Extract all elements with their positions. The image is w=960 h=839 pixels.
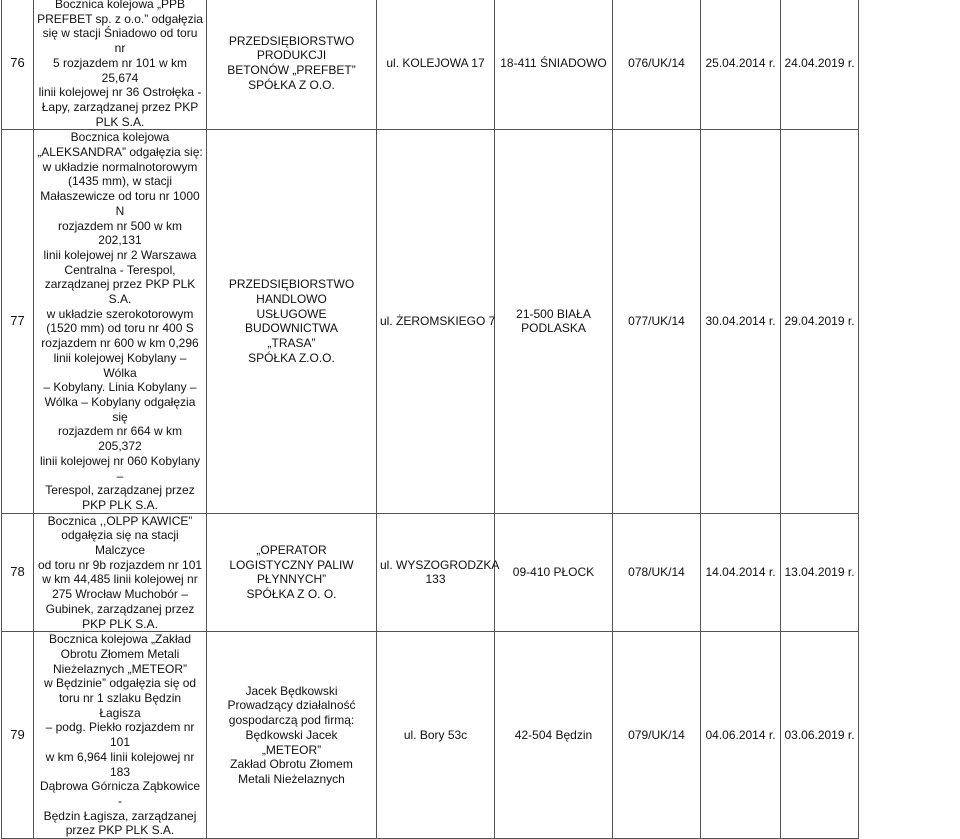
issue-date: 30.04.2014 r.	[701, 130, 781, 513]
postal-city: 21-500 BIAŁA PODLASKA	[495, 130, 613, 513]
siding-description: Bocznica kolejowa „PPB PREFBET sp. z o.o.” odgałęzia się w stacji Śniadowo od toru nr 5 rozjazdem nr 101 w km 25,674 linii kolejowej nr 36 Ostrołęka - Łapy, zarządzanej przez PKP PLK S.A.	[34, 0, 207, 130]
table-row	[2, 632, 859, 839]
street-address: ul. ŻEROMSKIEGO 7	[377, 130, 495, 513]
entry-number: 78	[2, 513, 34, 632]
expiry-date: 03.06.2019 r.	[781, 632, 859, 839]
postal-city: 42-504 Będzin	[495, 632, 613, 839]
street-address: ul. KOLEJOWA 17	[377, 0, 495, 130]
sidings-register-table	[1, 0, 859, 839]
expiry-date: 13.04.2019 r.	[781, 513, 859, 632]
expiry-date: 24.04.2019 r.	[781, 0, 859, 130]
issue-date: 04.06.2014 r.	[701, 632, 781, 839]
table-row	[2, 130, 859, 513]
operator-name: „OPERATOR LOGISTYCZNY PALIW PŁYNNYCH” SPÓŁKA Z O. O.	[207, 513, 377, 632]
expiry-date: 29.04.2019 r.	[781, 130, 859, 513]
street-address: ul. Bory 53c	[377, 632, 495, 839]
registration-number: 078/UK/14	[613, 513, 701, 632]
siding-description: Bocznica kolejowa „Zakład Obrotu Złomem Metali Nieżelaznych „METEOR” w Będzinie” odgałęzia się od toru nr 1 szlaku Będzin Łagisza – podg. Piekło rozjazdem nr 101 w km 6,964 linii kolejowej nr 183 Dąbrowa Górnicza Ząbkowice - Będzin Łagisza, zarządzanej przez PKP PLK S.A.	[34, 632, 207, 839]
entry-number: 77	[2, 130, 34, 513]
entry-number: 76	[2, 0, 34, 130]
siding-description: Bocznica kolejowa „ALEKSANDRA” odgałęzia się: w układzie normalnotorowym (1435 mm), w stacji Małaszewicze od toru nr 1000 N rozjazdem nr 500 w km 202,131 linii kolejowej nr 2 Warszawa Centralna - Terespol, zarządzanej przez PKP PLK S.A. w układzie szerokotorowym (1520 mm) od toru nr 400 S rozjazdem nr 600 w km 0,296 linii kolejowej Kobylany – Wólka – Kobylany. Linia Kobylany – Wólka – Kobylany odgałęzia się rozjazdem nr 664 w km 205,372 linii kolejowej nr 060 Kobylany – Terespol, zarządzanej przez PKP PLK S.A.	[34, 130, 207, 513]
entry-number: 79	[2, 632, 34, 839]
issue-date: 25.04.2014 r.	[701, 0, 781, 130]
operator-name: PRZEDSIĘBIORSTWO PRODUKCJI BETONÓW „PREFBET” SPÓŁKA Z O.O.	[207, 0, 377, 130]
registration-number: 076/UK/14	[613, 0, 701, 130]
registration-number: 079/UK/14	[613, 632, 701, 839]
registration-number: 077/UK/14	[613, 130, 701, 513]
table-row	[2, 513, 859, 632]
street-address: ul. WYSZOGRODZKA 133	[377, 513, 495, 632]
operator-name: PRZEDSIĘBIORSTWO HANDLOWO USŁUGOWE BUDOWNICTWA „TRASA” SPÓŁKA Z.O.O.	[207, 130, 377, 513]
table-row	[2, 0, 859, 130]
postal-city: 09-410 PŁOCK	[495, 513, 613, 632]
siding-description: Bocznica ,,OLPP KAWICE” odgałęzia się na stacji Malczyce od toru nr 9b rozjazdem nr 101 w km 44,485 linii kolejowej nr 275 Wrocław Muchobór – Gubinek, zarządzanej przez PKP PLK S.A.	[34, 513, 207, 632]
issue-date: 14.04.2014 r.	[701, 513, 781, 632]
postal-city: 18-411 ŚNIADOWO	[495, 0, 613, 130]
operator-name: Jacek Będkowski Prowadzący działalność gospodarczą pod firmą: Będkowski Jacek „METEOR” Zakład Obrotu Złomem Metali Nieżelaznych	[207, 632, 377, 839]
